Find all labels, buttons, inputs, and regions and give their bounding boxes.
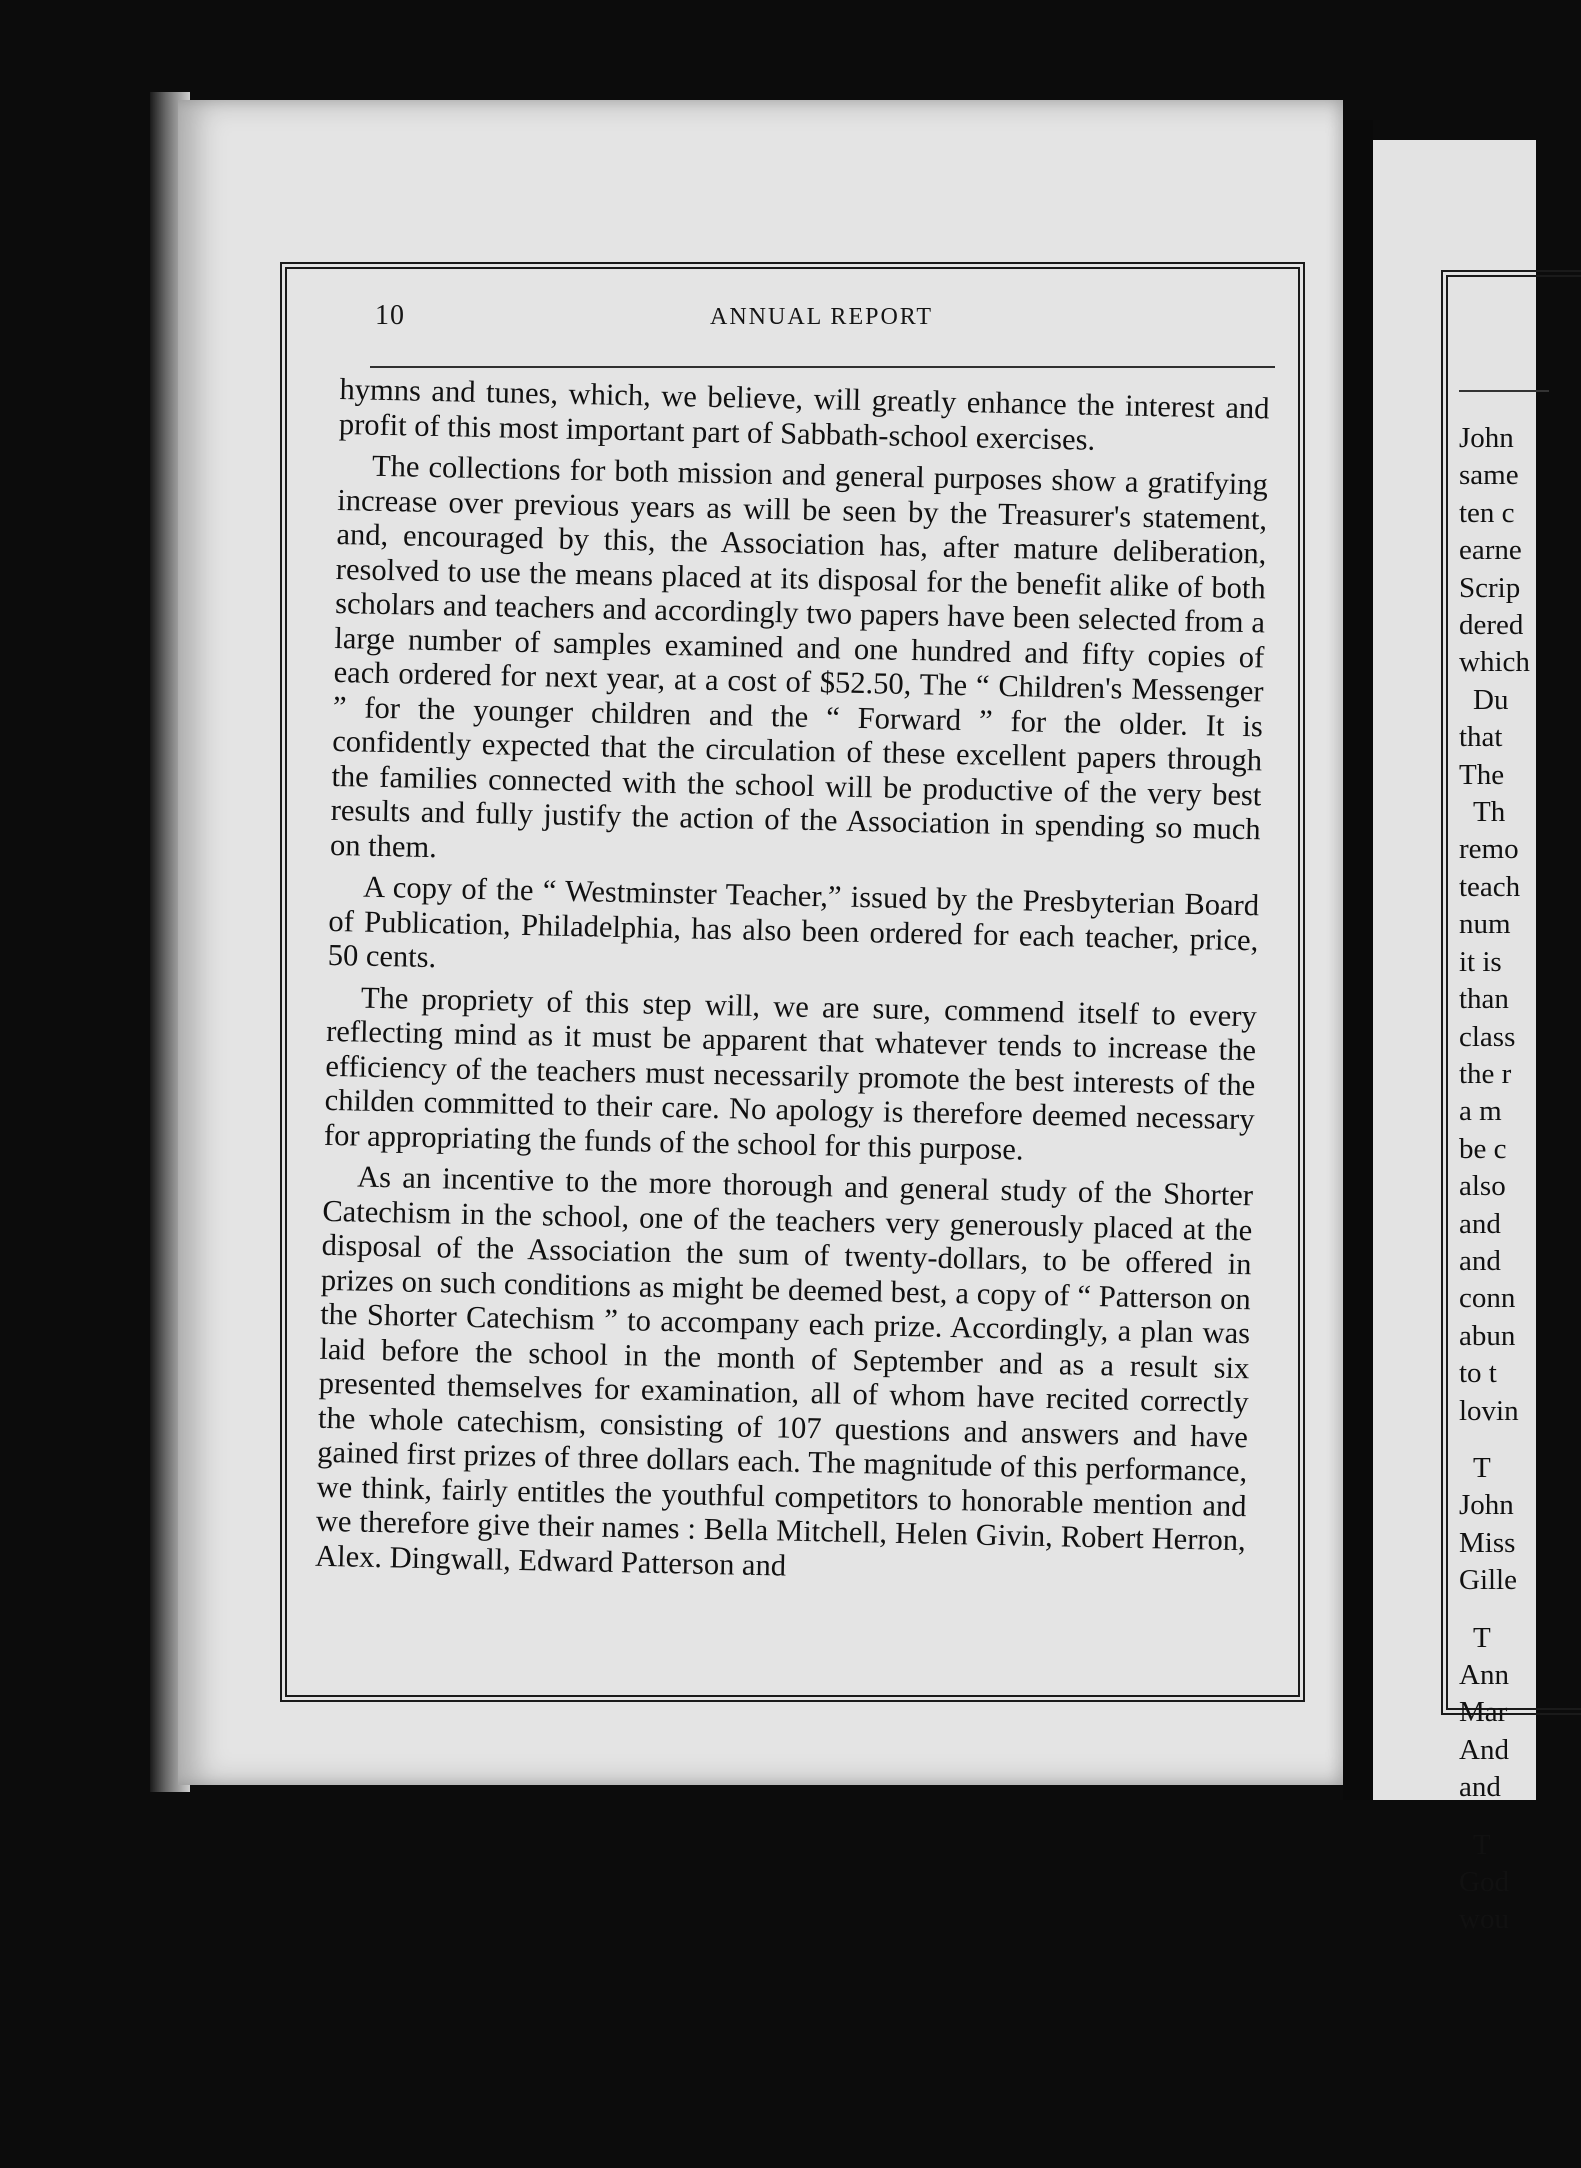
paragraph: The collections for both mission and general purposes show a gratifying increase over previous years as will be seen by the Treasurer's statement, and, encouraged by this, the Association has, after mature deliberation, resolved to use the means placed at its disposal for the benefit alike of both scholars and teachers and accordingly two papers have been selected from a large number of samples examined and one hundred and fifty copies of each ordered for next year, at a cost of $52.50, The “ Children's Messenger ” for the younger children and the “ Forward ” for the older. It is confidently expected that the circulation of these excellent papers through the families connected with the school will be productive of the very best results and fully justify the action of the Association in spending so much on them.	[329, 448, 1269, 864]
right-line: also	[1459, 1170, 1506, 1203]
right-line: T	[1473, 1828, 1491, 1861]
right-line: John	[1459, 1489, 1514, 1522]
page-number: 10	[375, 300, 405, 331]
right-line: Scrip	[1459, 571, 1521, 604]
right-line: it is	[1459, 945, 1502, 978]
right-line: abun	[1459, 1319, 1516, 1352]
right-line: Gille	[1459, 1564, 1517, 1597]
right-line: conn	[1459, 1282, 1516, 1315]
right-line: same	[1459, 459, 1519, 492]
page-header	[375, 300, 1275, 340]
right-line: T	[1473, 1621, 1491, 1654]
right-line: Du	[1473, 683, 1509, 716]
paragraph: hymns and tunes, which, we believe, will greatly enhance the interest and profit of this most important part of Sabbath-school exercises.	[338, 372, 1270, 457]
paragraph: As an incentive to the more thorough and general study of the Shorter Catechism in the school, one of the teachers very generously placed at the disposal of the Association the sum of twenty-dollars, to be offered in prizes on such conditions as might be deemed best, a copy of “ Patterson on the Shorter Catechism ” to accompany each prize. Accordingly, a plan was laid before the school in the month of September and as a result six presented themselves for examination, all of whom have recited correctly the whole catechism, consisting of 107 questions and answers and have gained first prizes of three dollars each. The magnitude of this performance, we think, fairly entitles the youthful competitors to honorable mention and we therefore give their names : Bella Mitchell, Helen Givin, Robert Herron, Alex. Dingwall, Edward Patterson and	[314, 1159, 1254, 1583]
right-line: And	[1459, 1733, 1509, 1766]
body-text	[315, 372, 1270, 1599]
right-line: Miss	[1459, 1526, 1516, 1559]
right-line: be c	[1459, 1132, 1507, 1165]
right-line: than	[1459, 983, 1509, 1016]
right-line: num	[1459, 908, 1511, 941]
right-line: that	[1459, 721, 1503, 754]
right-line: lovin	[1459, 1394, 1519, 1427]
right-line: Mar	[1459, 1696, 1508, 1729]
book-gutter	[1343, 120, 1373, 1800]
right-line: and	[1459, 1244, 1501, 1277]
right-line: a m	[1459, 1095, 1502, 1128]
right-line: Ann	[1459, 1659, 1509, 1691]
right-page-text	[1459, 390, 1539, 1939]
paragraph: A copy of the “ Westminster Teacher,” issued by the Presbyterian Board of Publication, Philadelphia, has also been ordered for each teacher, price, 50 cents.	[327, 869, 1260, 975]
right-line: The	[1459, 758, 1505, 791]
right-line: remo	[1459, 833, 1519, 866]
right-line: ten c	[1459, 496, 1515, 529]
right-line: earne	[1459, 534, 1522, 567]
right-line: which	[1459, 646, 1530, 679]
running-head: ANNUAL REPORT	[710, 304, 934, 330]
right-line: John	[1459, 422, 1514, 454]
right-line: and	[1459, 1771, 1501, 1804]
right-line: dered	[1459, 609, 1524, 642]
right-line: class	[1459, 1020, 1516, 1053]
right-line: Th	[1473, 796, 1506, 829]
right-page	[1373, 140, 1536, 1936]
right-line: the r	[1459, 1057, 1512, 1090]
right-line: to t	[1459, 1357, 1497, 1390]
right-line: God	[1459, 1866, 1509, 1899]
right-line: teach	[1459, 870, 1521, 903]
right-line: wou	[1459, 1903, 1509, 1936]
right-page-header-rule	[1459, 390, 1549, 392]
right-line: T	[1473, 1451, 1491, 1484]
paragraph: The propriety of this step will, we are sure, commend itself to every reflecting mind as it must be apparent that whatever tends to increase the efficiency of the teachers must necessarily promote the best interests of the childen committed to their care. No apology is therefore deemed necessary for appropriating the funds of the school for this purpose.	[323, 980, 1258, 1166]
right-line: and	[1459, 1207, 1501, 1240]
header-rule	[370, 366, 1275, 368]
